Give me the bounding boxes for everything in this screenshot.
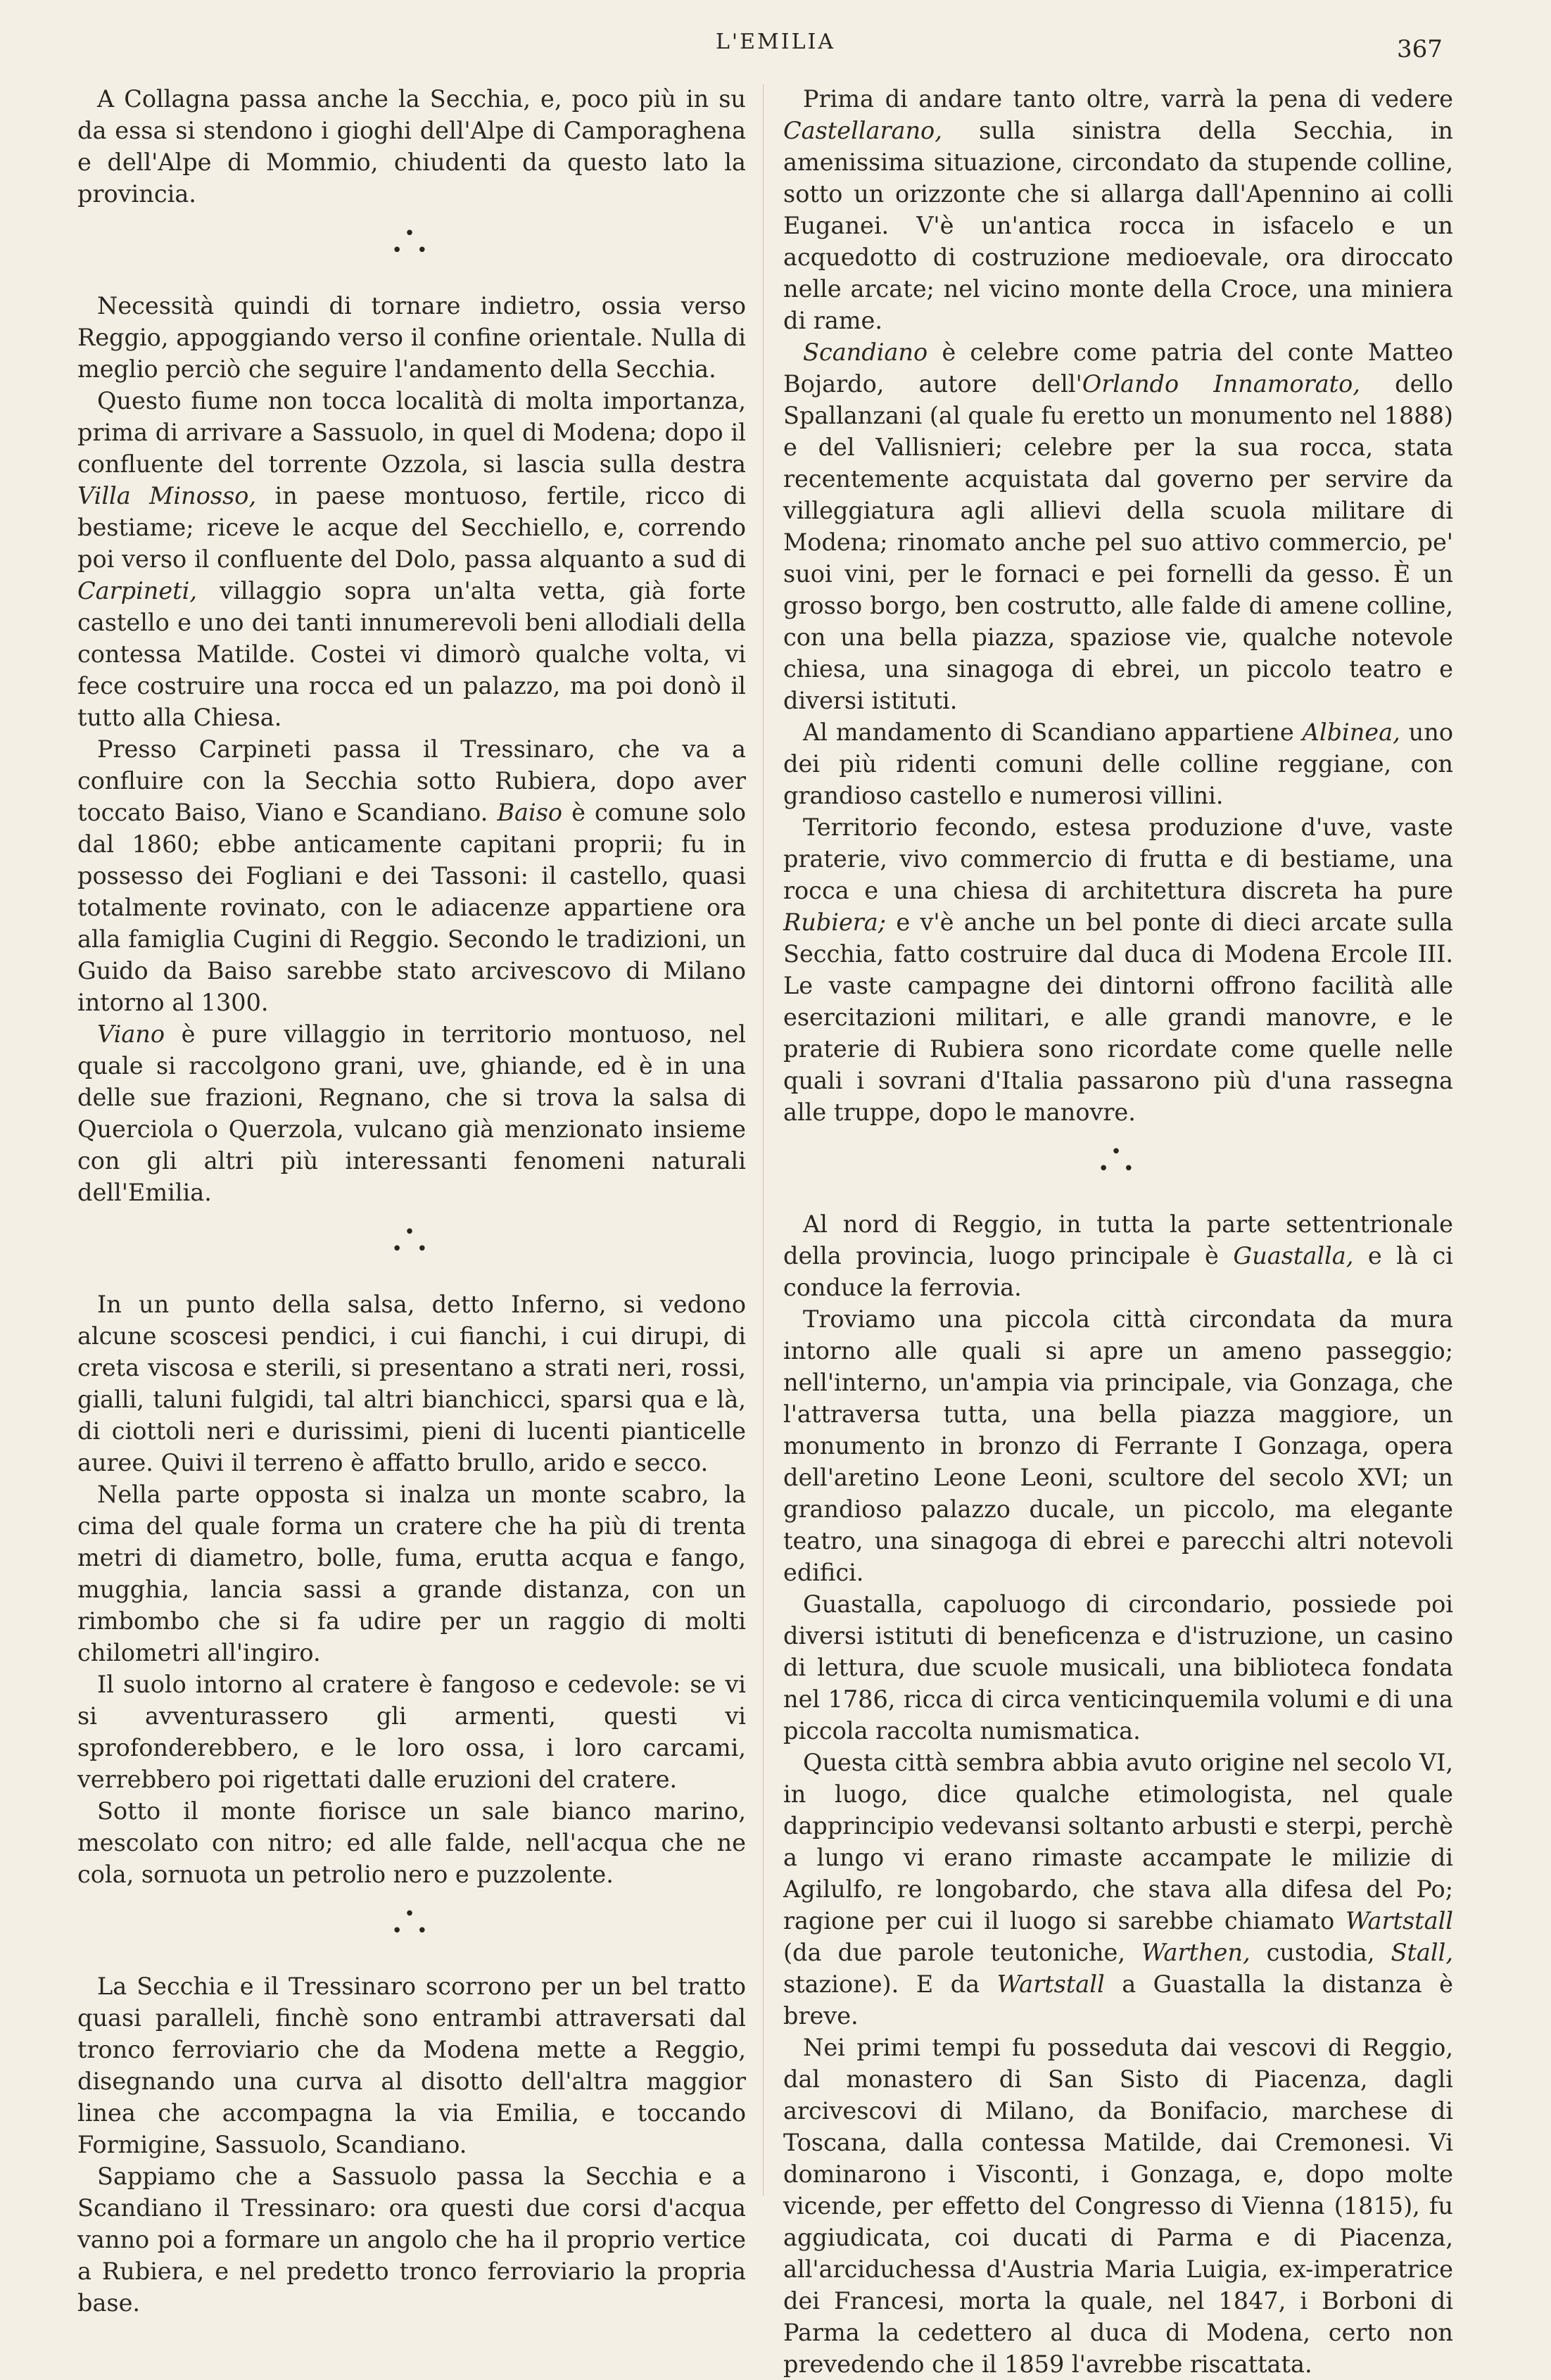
paragraph: Troviamo una piccola città circondata da mura intorno alle quali si apre un ameno passeggio; nell'interno, un'ampia via principale, via Gonzaga, che l'attraversa tutta, una bella piazza maggiore, un monumento in bronzo di Ferrante I Gonzaga, opera dell'aretino Leone Leoni, scultore del secolo XVI; un grandioso palazzo ducale, un piccolo, ma elegante teatro, una sinagoga di ebrei e parecchi altri notevoli edifici. [783, 1305, 1453, 1586]
place-name: Albinea, [1302, 719, 1400, 746]
paragraph: Al nord di Reggio, in tutta la parte settentrionale della provincia, luogo principale è Guastalla, e là ci conduce la ferrovia. [783, 1210, 1454, 1301]
paragraph: A Collagna passa anche la Secchia, e, poco più in su da essa si stendono i gioghi dell'Alpe di Camporaghena e dell'Alpe di Mommio, chiudenti da questo lato la provincia. [77, 85, 746, 208]
paragraph: Sappiamo che a Sassuolo passa la Secchia e a Scandiano il Tressinaro: ora questi due corsi d'acqua vanno poi a formare un angolo che ha il proprio vertice a Rubiera, e nel predetto tronco ferroviario la propria base. [77, 2163, 746, 2317]
term: Stall, [1391, 1939, 1453, 1966]
paragraph: Scandiano è celebre come patria del conte Matteo Bojardo, autore dell'Orlando Innamorato, dello Spallanzani (al quale fu eretto un monumento nel 1888) e del Vallisnieri; celebre per la sua rocca, stata recentemente acquistata dal governo per servire da villeggiatura agli allievi della scuola militare di Modena; rinomato anche pel suo attivo commercio, pe' suoi vini, per le fornaci e pei fornelli da gesso. È un grosso borgo, ben costrutto, alle falde di amene colline, con una bella piazza, spaziose vie, qualche notevole chiesa, una sinagoga di ebrei, un piccolo teatro e diversi istituti. [783, 338, 1454, 714]
place-name: Villa Minosso, [77, 482, 257, 509]
paragraph: Viano è pure villaggio in territorio montuoso, nel quale si raccolgono grani, uve, ghiande, ed è in una delle sue frazioni, Regnano, che si trova la salsa di Querciola o Querzola, vulcano già menzionato insieme con gli altri più interessanti fenomeni naturali dell'Emilia. [77, 1020, 746, 1206]
paragraph: Nella parte opposta si inalza un monte scabro, la cima del quale forma un cratere che ha più di trenta metri di diametro, bolle, fuma, erutta acqua e fango, mugghia, lancia sassi a grande distanza, con un rimbombo che si fa udire per un raggio di molti chilometri all'ingiro. [77, 1481, 746, 1666]
paragraph: Questo fiume non tocca località di molta importanza, prima di arrivare a Sassuolo, in quel di Modena; dopo il confluente del torrente Ozzola, si lascia sulla destra Villa Minosso, in paese montuoso, fertile, ricco di bestiame; riceve le acque del Secchiello, e, correndo poi verso il confluente del Dolo, passa alquanto a sud di Carpineti, villaggio sopra un'alta vetta, già forte castello e uno dei tanti innumerevoli beni allodiali della contessa Matilde. Costei vi dimorò qualche volta, vi fece costruire una rocca ed un palazzo, ma poi donò il tutto alla Chiesa. [77, 387, 746, 731]
place-name: Baiso [497, 799, 563, 826]
paragraph: Questa città sembra abbia avuto origine nel secolo VI, in luogo, dice qualche etimologista, nel quale dapprincipio vedevansi soltanto arbusti e sterpi, perchè a lungo vi erano rimaste accampate le milizie di Agilulfo, re longobardo, che stava alla difesa del Po; ragione per cui il luogo si sarebbe chiamato Wartstall (da due parole teutoniche, Warthen, custodia, Stall, stazione). E da Wartstall a Guastalla la distanza è breve. [783, 1749, 1453, 2030]
place-name: Carpineti, [77, 577, 198, 605]
place-name: Guastalla, [1233, 1242, 1354, 1270]
place-name: Scandiano [803, 338, 928, 366]
section-separator: • • • [391, 223, 432, 261]
term: Warthen, [1141, 1939, 1251, 1966]
term: Wartstall [996, 1970, 1105, 1998]
section-separator: • • • [391, 1904, 432, 1942]
place-name: Castellarano, [783, 117, 942, 144]
section-separator: • • • [391, 1222, 432, 1260]
section-separator: • • • [1098, 1141, 1139, 1179]
paragraph: Il suolo intorno al cratere è fangoso e cedevole: se vi si avventurassero gli armenti, questi vi sprofonderebbero, e le loro ossa, i loro carcami, verrebbero poi rigettati dalle eruzioni del cratere. [77, 1671, 746, 1793]
paragraph: In un punto della salsa, detto Inferno, si vedono alcune scoscesi pendici, i cui fianchi, i cui dirupi, di creta viscosa e sterili, si presentano a strati neri, rossi, gialli, taluni fulgidi, tal altri bianchicci, sparsi qua e là, di ciottoli neri e durissimi, pieni di lucenti pianticelle auree. Quivi il terreno è affatto brullo, arido e secco. [77, 1291, 746, 1476]
right-column [783, 83, 1453, 2380]
paragraph: Al mandamento di Scandiano appartiene Albinea, uno dei più ridenti comuni delle colline reggiane, con grandioso castello e numerosi villini. [783, 719, 1454, 809]
paragraph: Prima di andare tanto oltre, varrà la pena di vedere Castellarano, sulla sinistra della Secchia, in amenissima situazione, circondato da stupende colline, sotto un orizzonte che si allarga dall'Apennino ai colli Euganei. V'è un'antica rocca in isfacelo e un acquedotto di costruzione medioevale, ora diroccato nelle arcate; nel vicino monte della Croce, una miniera di rame. [783, 85, 1453, 334]
term: Wartstall [1345, 1907, 1453, 1935]
paragraph: Presso Carpineti passa il Tressinaro, che va a confluire con la Secchia sotto Rubiera, dopo aver toccato Baiso, Viano e Scandiano. Baiso è comune solo dal 1860; ebbe anticamente capitani proprii; fu in possesso dei Fogliani e dei Tassoni: il castello, quasi totalmente rovinato, con le adiacenze appartiene ora alla famiglia Cugini di Reggio. Secondo le tradizioni, un Guido da Baiso sarebbe stato arcivescovo di Milano intorno al 1300. [77, 735, 747, 1016]
column-divider [763, 84, 764, 2196]
paragraph: La Secchia e il Tressinaro scorrono per un bel tratto quasi paralleli, finchè sono entrambi attraversati dal tronco ferroviario che da Modena mette a Reggio, disegnando una curva al disotto dell'altra maggior linea che accompagna la via Emilia, e toccando Formigine, Sassuolo, Scandiano. [77, 1973, 746, 2158]
paragraph: Necessità quindi di tornare indietro, ossia verso Reggio, appoggiando verso il confine orientale. Nulla di meglio perciò che seguire l'andamento della Secchia. [77, 292, 746, 383]
paragraph: Guastalla, capoluogo di circondario, possiede poi diversi istituti di beneficenza e d'istruzione, un casino di lettura, due scuole musicali, una biblioteca fondata nel 1786, ricca di circa venticinquemila volumi e di una piccola raccolta numismatica. [783, 1590, 1453, 1745]
work-title: Orlando Innamorato, [1082, 370, 1360, 398]
left-column [77, 83, 746, 2319]
running-head: L'EMILIA [715, 30, 836, 54]
place-name: Viano [97, 1020, 165, 1048]
place-name: Rubiera; [783, 909, 887, 936]
paragraph: Nei primi tempi fu posseduta dai vescovi di Reggio, dal monastero di San Sisto di Piacenza, dagli arcivescovi di Milano, da Bonifacio, marchese di Toscana, dalla contessa Matilde, dai Cremonesi. Vi dominarono i Visconti, i Gonzaga, e, dopo molte vicende, per effetto del Congresso di Vienna (1815), fu aggiudicata, coi ducati di Parma e di Piacenza, all'arciduchessa d'Austria Maria Luigia, ex-imperatrice dei Francesi, morta la quale, nel 1847, i Borboni di Parma la cedettero al duca di Modena, certo non prevedendo che il 1859 l'avrebbe riscattata. [783, 2034, 1453, 2378]
paragraph: Territorio fecondo, estesa produzione d'uve, vaste praterie, vivo commercio di frutta e di bestiame, una rocca e una chiesa di architettura discreta ha pure Rubiera; e v'è anche un bel ponte di dieci arcate sulla Secchia, fatto costruire dal duca di Modena Ercole III. Le vaste campagne dei dintorni offrono facilità alle esercitazioni militari, e alle grandi manovre, e le praterie di Rubiera sono ricordate come quelle nelle quali i sovrani d'Italia passarono più d'una rassegna alle truppe, dopo le manovre. [783, 814, 1453, 1126]
paragraph: Sotto il monte fiorisce un sale bianco marino, mescolato con nitro; ed alle falde, nell'acqua che ne cola, sornuota un petrolio nero e puzzolente. [77, 1797, 746, 1888]
page-number: 367 [1397, 35, 1443, 63]
